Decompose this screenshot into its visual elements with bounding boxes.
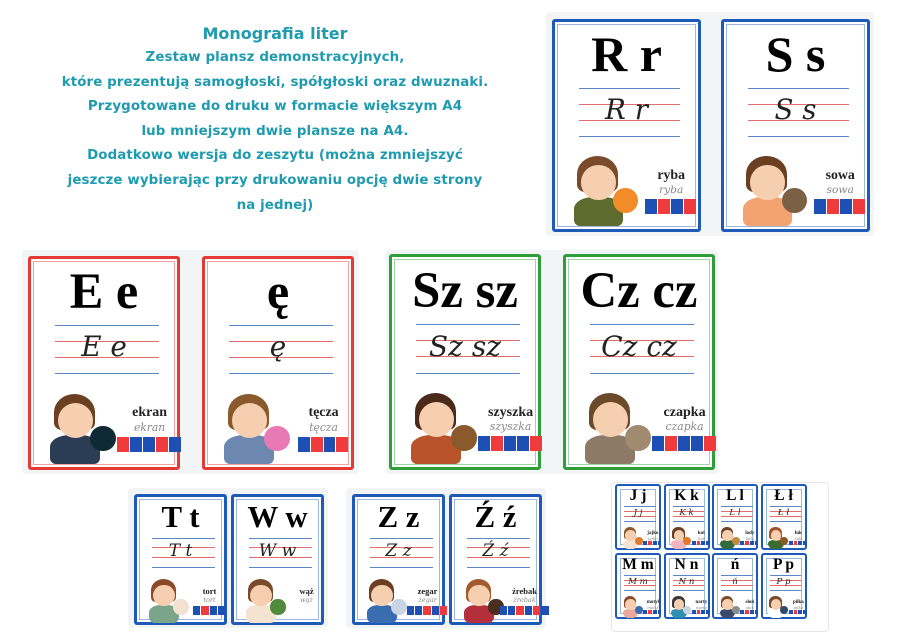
print-letter: T t xyxy=(161,499,200,534)
letter-card-r[interactable] xyxy=(552,19,701,232)
letter-card-z[interactable] xyxy=(352,494,445,625)
consonant-square xyxy=(803,610,807,615)
writing-guide-line xyxy=(721,521,752,522)
example-word-script: kot xyxy=(698,535,705,541)
writing-guide-line xyxy=(770,521,801,522)
script-letter: P p xyxy=(776,576,791,587)
writing-guide-line xyxy=(416,373,519,374)
print-letter: L l xyxy=(726,486,744,504)
mini-letter-card[interactable] xyxy=(761,484,807,550)
consonant-square xyxy=(755,541,759,546)
letter-card-z-dot[interactable] xyxy=(449,494,542,625)
consonant-square xyxy=(143,437,155,452)
example-word-script: piłka xyxy=(793,604,804,610)
example-word: tęcza xyxy=(308,404,339,420)
illustration-image xyxy=(668,595,693,619)
vowel-square xyxy=(794,541,798,546)
print-letter: K k xyxy=(674,486,699,504)
syllable-squares xyxy=(645,199,696,214)
example-word: sowa xyxy=(825,166,855,182)
example-word-script: słoń xyxy=(745,604,755,610)
consonant-square xyxy=(407,606,414,615)
consonant-square xyxy=(508,606,515,615)
print-letter: J j xyxy=(629,486,647,504)
illustration-image xyxy=(360,576,411,623)
vowel-square xyxy=(648,541,652,546)
illustration-image xyxy=(142,576,193,623)
script-letter: J j xyxy=(633,507,643,518)
example-word-script: źrebak xyxy=(513,595,536,604)
intro-line: na jednej) xyxy=(236,197,314,213)
example-word: wąż xyxy=(299,586,314,597)
consonant-square xyxy=(525,606,532,615)
script-letter: Sz sz xyxy=(428,330,502,364)
consonant-square xyxy=(755,610,759,615)
writing-guide-line xyxy=(229,373,332,374)
consonant-square xyxy=(645,199,657,214)
vowel-square xyxy=(697,541,701,546)
mini-letter-card[interactable] xyxy=(761,553,807,619)
example-word: słoń xyxy=(745,599,755,605)
vowel-square xyxy=(697,610,701,615)
syllable-squares xyxy=(740,541,758,546)
vowel-square xyxy=(665,436,677,451)
intro-text-block xyxy=(10,22,540,218)
illustration-image xyxy=(619,526,644,550)
vowel-square xyxy=(156,437,168,452)
syllable-squares xyxy=(789,610,807,615)
consonant-square xyxy=(706,541,710,546)
consonant-square xyxy=(643,541,647,546)
script-letter: ń xyxy=(732,576,738,587)
example-word: czapka xyxy=(663,403,706,420)
letter-card-w[interactable] xyxy=(231,494,324,625)
script-letter: Cz cz xyxy=(601,330,677,364)
example-word-script: wąż xyxy=(300,595,314,604)
script-letter: W w xyxy=(258,541,297,562)
page-title: Monografia liter xyxy=(202,24,348,43)
example-word-script: łuk xyxy=(795,535,802,541)
example-word: zegar xyxy=(417,586,438,597)
consonant-square xyxy=(652,436,664,451)
example-word-script: sowa xyxy=(826,182,854,196)
example-word-script: lody xyxy=(745,535,755,541)
script-letter: M m xyxy=(628,576,648,587)
example-word-script: jajko xyxy=(648,535,658,541)
consonant-square xyxy=(324,437,336,452)
print-letter: Cz cz xyxy=(580,262,698,319)
consonant-square xyxy=(193,606,200,615)
intro-line: jeszcze wybierając przy drukowaniu opcję dwie strony xyxy=(67,172,483,188)
syllable-squares xyxy=(814,199,865,214)
print-letter: N n xyxy=(674,555,699,573)
consonant-square xyxy=(691,436,703,451)
illustration-image xyxy=(765,526,790,550)
print-letter: Ź ź xyxy=(474,499,517,534)
illustration-image xyxy=(39,387,123,464)
consonant-square xyxy=(210,606,217,615)
script-letter: S s xyxy=(774,93,817,127)
syllable-squares xyxy=(407,606,448,615)
script-letter: K k xyxy=(679,507,694,518)
consonant-square xyxy=(701,541,705,546)
consonant-square xyxy=(798,541,802,546)
consonant-square xyxy=(500,606,507,615)
syllable-squares xyxy=(117,437,181,452)
example-word: źrebak xyxy=(512,586,537,597)
illustration-image xyxy=(239,576,290,623)
consonant-square xyxy=(653,541,657,546)
script-letter: R r xyxy=(605,93,648,127)
consonant-square xyxy=(678,436,690,451)
example-word: narty xyxy=(695,599,708,605)
consonant-square xyxy=(706,610,710,615)
illustration-image xyxy=(213,387,297,464)
intro-line: Przygotowane do druku w formacie większym A4 xyxy=(87,99,463,115)
example-word: szyszka xyxy=(487,403,534,420)
example-word: ekran xyxy=(132,404,167,420)
consonant-square xyxy=(658,541,662,546)
vowel-square xyxy=(827,199,839,214)
syllable-squares xyxy=(478,436,542,451)
consonant-square xyxy=(504,436,516,451)
mini-letter-card[interactable] xyxy=(664,484,710,550)
vowel-square xyxy=(336,437,348,452)
print-letter: S s xyxy=(765,26,826,83)
letter-card-s[interactable] xyxy=(721,19,870,232)
consonant-square xyxy=(789,610,793,615)
example-word: motyl xyxy=(646,599,659,605)
consonant-square xyxy=(840,199,852,214)
illustration-image xyxy=(619,595,644,619)
print-letter: Z z xyxy=(377,499,420,534)
consonant-square xyxy=(517,436,529,451)
consonant-square xyxy=(432,606,439,615)
consonant-square xyxy=(789,541,793,546)
example-word: piłka xyxy=(792,599,804,605)
example-word-script: czapka xyxy=(665,420,704,434)
mini-letter-card[interactable] xyxy=(664,553,710,619)
consonant-square xyxy=(803,541,807,546)
consonant-square xyxy=(415,606,422,615)
mini-letter-card[interactable] xyxy=(712,553,758,619)
vowel-square xyxy=(745,541,749,546)
vowel-square xyxy=(201,606,208,615)
script-letter: Ł ł xyxy=(777,507,790,518)
vowel-square xyxy=(745,610,749,615)
consonant-square xyxy=(750,541,754,546)
writing-guide-line xyxy=(152,567,215,568)
consonant-square xyxy=(740,541,744,546)
writing-guide-line xyxy=(748,136,849,137)
consonant-square xyxy=(218,606,225,615)
letter-card-e-ogonek[interactable] xyxy=(202,256,354,470)
vowel-square xyxy=(648,610,652,615)
syllable-squares xyxy=(652,436,716,451)
consonant-square xyxy=(814,199,826,214)
letter-card-cz[interactable] xyxy=(563,254,715,470)
example-word: łuk xyxy=(794,530,802,536)
writing-guide-line xyxy=(673,521,704,522)
writing-guide-line xyxy=(770,590,801,591)
example-word-script: narty xyxy=(695,604,707,610)
vowel-square xyxy=(440,606,447,615)
illustration-image xyxy=(765,595,790,619)
illustration-image xyxy=(731,150,813,227)
letter-card-t[interactable] xyxy=(134,494,227,625)
vowel-square xyxy=(658,199,670,214)
example-word: tort xyxy=(202,586,217,597)
consonant-square xyxy=(169,437,181,452)
example-word: kot xyxy=(697,530,705,536)
script-letter: Ź ź xyxy=(482,541,509,562)
vowel-square xyxy=(704,436,716,451)
consonant-square xyxy=(658,610,662,615)
print-letter: P p xyxy=(772,555,795,573)
print-letter: W w xyxy=(247,499,308,534)
vowel-square xyxy=(684,199,696,214)
mini-letter-card[interactable] xyxy=(615,553,661,619)
example-word: jajko xyxy=(647,530,659,536)
print-letter: ę xyxy=(266,263,290,320)
syllable-squares xyxy=(643,610,661,615)
print-letter: E e xyxy=(69,263,139,320)
mini-letter-card[interactable] xyxy=(615,484,661,550)
consonant-square xyxy=(653,610,657,615)
example-word-script: tort xyxy=(203,595,216,604)
example-word-script: ekran xyxy=(133,420,166,434)
illustration-image xyxy=(716,595,741,619)
syllable-squares xyxy=(193,606,225,615)
vowel-square xyxy=(117,437,129,452)
example-word: lody xyxy=(745,530,755,536)
writing-guide-line xyxy=(370,567,433,568)
consonant-square xyxy=(750,610,754,615)
example-word-script: motyl xyxy=(647,604,659,610)
example-word-script: ryba xyxy=(659,182,684,196)
vowel-square xyxy=(491,436,503,451)
script-letter: N n xyxy=(678,576,695,587)
illustration-image xyxy=(668,526,693,550)
writing-guide-line xyxy=(467,567,530,568)
writing-guide-line xyxy=(55,373,158,374)
vowel-square xyxy=(853,199,865,214)
consonant-square xyxy=(478,436,490,451)
consonant-square xyxy=(798,610,802,615)
illustration-image xyxy=(574,387,658,465)
writing-guide-line xyxy=(590,373,693,374)
intro-line: Zestaw plansz demonstracyjnych, xyxy=(145,50,405,65)
print-letter: Ł ł xyxy=(774,486,793,504)
consonant-square xyxy=(692,610,696,615)
intro-line: Dodatkowo wersja do zeszytu (można zmniejszyć xyxy=(87,148,463,164)
script-letter: E e xyxy=(81,330,127,364)
mini-letter-card[interactable] xyxy=(712,484,758,550)
vowel-square xyxy=(530,436,542,451)
consonant-square xyxy=(671,199,683,214)
vowel-square xyxy=(311,437,323,452)
illustration-image xyxy=(400,387,484,465)
script-letter: L l xyxy=(729,507,741,518)
letter-card-sz[interactable] xyxy=(389,254,541,470)
script-letter: ę xyxy=(269,330,287,364)
print-letter: ń xyxy=(730,555,740,573)
consonant-square xyxy=(298,437,310,452)
letter-card-e[interactable] xyxy=(28,256,180,470)
consonant-square xyxy=(701,610,705,615)
script-letter: T t xyxy=(168,541,193,562)
writing-guide-line xyxy=(249,567,312,568)
vowel-square xyxy=(533,606,540,615)
writing-guide-line xyxy=(624,521,655,522)
script-letter: Z z xyxy=(385,541,412,562)
vowel-square xyxy=(794,610,798,615)
intro-line: lub mniejszym dwie plansze na A4. xyxy=(141,123,409,139)
consonant-square xyxy=(740,610,744,615)
example-word: ryba xyxy=(657,166,686,182)
illustration-image xyxy=(562,150,644,227)
illustration-image xyxy=(457,576,508,623)
vowel-square xyxy=(516,606,523,615)
writing-guide-line xyxy=(673,590,704,591)
intro-line: które prezentują samogłoski, spółgłoski oraz dwuznaki. xyxy=(61,74,489,90)
illustration-image xyxy=(716,526,741,550)
print-letter: Sz sz xyxy=(412,262,518,319)
consonant-square xyxy=(643,610,647,615)
vowel-square xyxy=(423,606,430,615)
consonant-square xyxy=(541,606,548,615)
syllable-squares xyxy=(789,541,807,546)
writing-guide-line xyxy=(579,136,680,137)
example-word-script: zegar xyxy=(418,595,437,604)
example-word-script: tęcza xyxy=(309,420,338,434)
syllable-squares xyxy=(692,610,710,615)
syllable-squares xyxy=(500,606,549,615)
writing-guide-line xyxy=(721,590,752,591)
consonant-square xyxy=(130,437,142,452)
consonant-square xyxy=(692,541,696,546)
syllable-squares xyxy=(740,610,758,615)
syllable-squares xyxy=(643,541,661,546)
syllable-squares xyxy=(692,541,710,546)
example-word-script: szyszka xyxy=(489,420,532,434)
syllable-squares xyxy=(298,437,349,452)
print-letter: R r xyxy=(591,26,662,83)
print-letter: M m xyxy=(622,555,654,573)
writing-guide-line xyxy=(624,590,655,591)
